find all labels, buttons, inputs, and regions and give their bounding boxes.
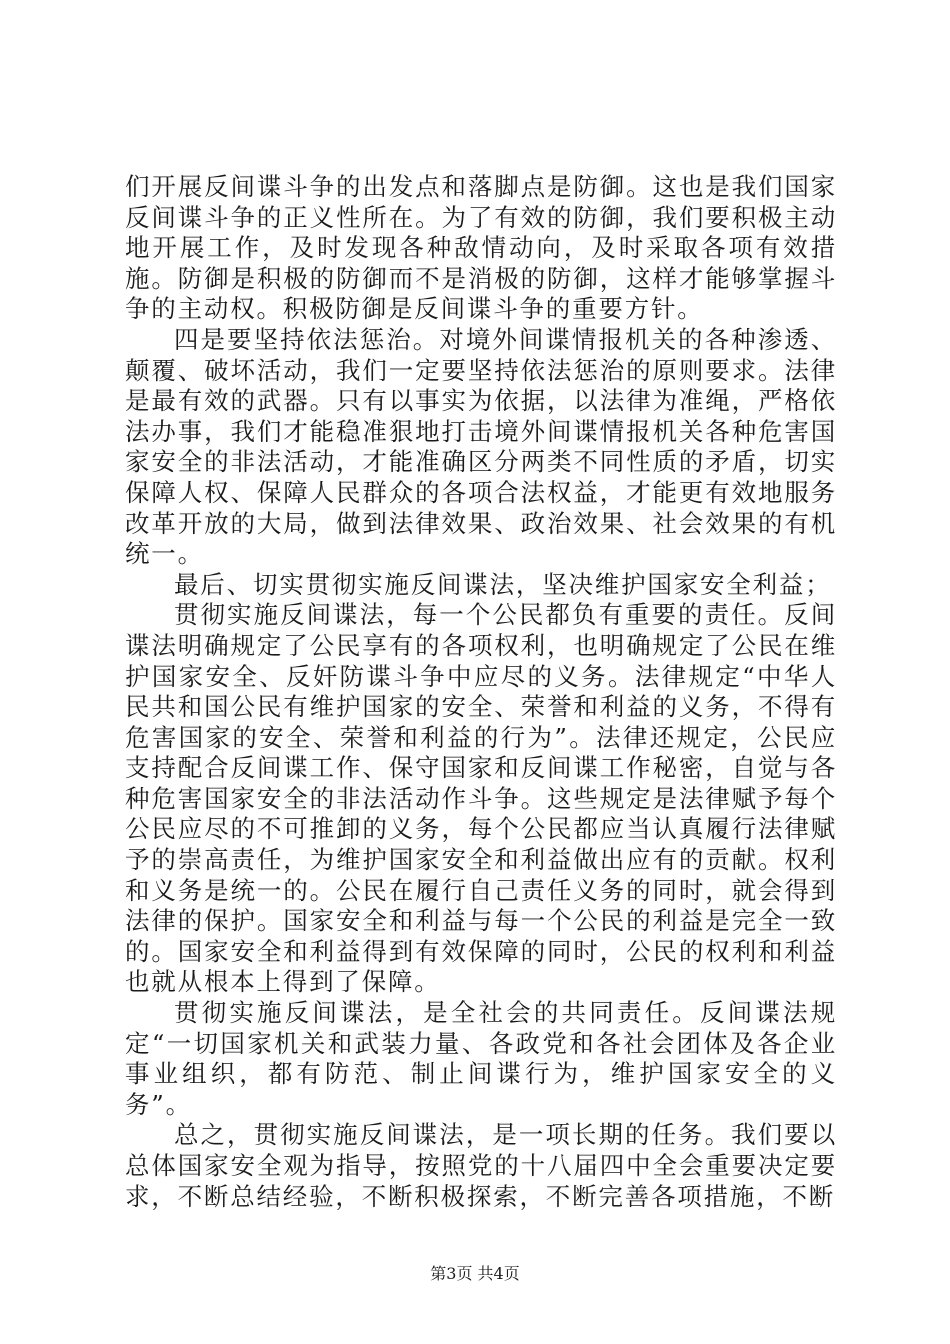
paragraph-4: 贯彻实施反间谍法，每一个公民都负有重要的责任。反间谍法明确规定了公民享有的各项权利，也明确规定了公民在维护国家安全、反奸防谍斗争中应尽的义务。法律规定“中华人民共和国公民有维护国家的安全、荣誉和利益的义务，不得有危害国家的安全、荣誉和利益的行为”。法律还规定，公民应支持配合反间谍工作、保守国家和反间谍工作秘密，自觉与各种危害国家安全的非法活动作斗争。这些规定是法律赋予每个公民应尽的不可推卸的义务，每个公民都应当认真履行法律赋予的崇高责任，为维护国家安全和利益做出应有的贡献。权利和义务是统一的。公民在履行自己责任义务的同时，就会得到法律的保护。国家安全和利益与每一个公民的利益是完全一致的。国家安全和利益得到有效保障的同时，公民的权利和利益也就从根本上得到了保障。 [125, 600, 837, 997]
page-number-footer: 第3页 共4页 [430, 1264, 520, 1283]
paragraph-3: 最后、切实贯彻实施反间谍法，坚决维护国家安全利益； [174, 569, 832, 599]
paragraph-2: 四是要坚持依法惩治。对境外间谍情报机关的各种渗透、颠覆、破坏活动，我们一定要坚持依法惩治的原则要求。法律是最有效的武器。只有以事实为依据，以法律为准绳，严格依法办事，我们才能稳准狠地打击境外间谍情报机关各种危害国家安全的非法活动，才能准确区分两类不同性质的矛盾，切实保障人权、保障人民群众的各项合法权益，才能更有效地服务改革开放的大局，做到法律效果、政治效果、社会效果的有机统一。 [125, 324, 837, 569]
paragraph-6: 总之，贯彻实施反间谍法，是一项长期的任务。我们要以总体国家安全观为指导，按照党的十八届四中全会重要决定要求，不断总结经验，不断积极探索，不断完善各项措施，不断 [125, 1120, 837, 1211]
paragraph-5: 贯彻实施反间谍法，是全社会的共同责任。反间谍法规定“一切国家机关和武装力量、各政党和各社会团体及各企业事业组织，都有防范、制止间谍行为，维护国家安全的义务”。 [125, 998, 837, 1119]
document-body [125, 172, 837, 1212]
paragraph-1: 们开展反间谍斗争的出发点和落脚点是防御。这也是我们国家反间谍斗争的正义性所在。为了有效的防御，我们要积极主动地开展工作，及时发现各种敌情动向，及时采取各项有效措施。防御是积极的防御而不是消极的防御，这样才能够掌握斗争的主动权。积极防御是反间谍斗争的重要方针。 [125, 172, 837, 324]
